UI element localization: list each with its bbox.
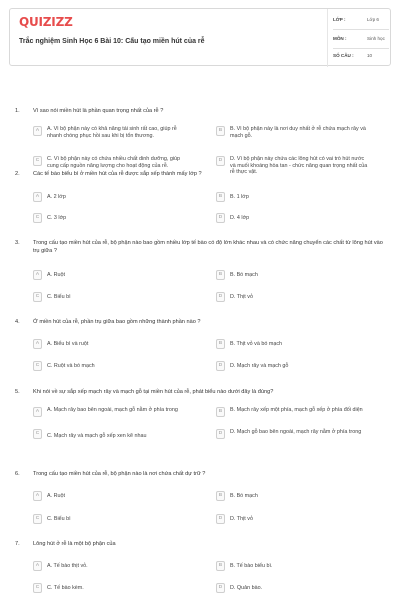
meta-grade <box>333 11 389 30</box>
option-text: A. Ruột <box>47 492 65 499</box>
meta-question-count <box>333 47 389 66</box>
option-text: B. Tế bào biểu bì. <box>230 562 273 569</box>
option-letter-badge: C <box>33 361 42 371</box>
option-letter-badge: D <box>216 429 225 439</box>
question-text: Khi nói về sự sắp xếp mạch rây và mạch gỗ tại miền hút của rễ, phát biểu nào dưới đây là đúng? <box>33 389 274 395</box>
question-text: Vì sao nói miền hút là phần quan trọng nhất của rễ ? <box>33 108 164 114</box>
meta-key: LỚP : <box>333 17 346 22</box>
meta-value: Lớp 6 <box>367 17 379 22</box>
option-letter-badge: A <box>33 270 42 280</box>
option-letter-badge: D <box>216 583 225 593</box>
option-text: D. Thịt vỏ <box>230 515 253 522</box>
question-text: Các tế bào biểu bì ở miền hút của rễ được sắp xếp thành mấy lớp ? <box>33 171 202 177</box>
quizizz-logo: QUIZIZZ <box>19 15 73 29</box>
option-text: D. 4 lớp <box>230 214 250 221</box>
option-text: D. Mạch rây và mạch gỗ <box>230 362 289 369</box>
option-letter-badge: B <box>216 339 225 349</box>
option-letter-badge: C <box>33 514 42 524</box>
option-letter-badge: A <box>33 192 42 202</box>
question-text: Trong cấu tạo miền hút của rễ, bộ phận nào là nơi chứa chất dự trữ ? <box>33 471 206 477</box>
option-letter-badge: C <box>33 429 42 439</box>
option-text: A. Vì bộ phận này có khả năng tái sinh rất cao, giúp rễ nhanh chóng phục hồi sau khi bị tổn thương. <box>47 126 177 139</box>
question-number: 2. <box>15 171 20 177</box>
option-letter-badge: B <box>216 407 225 417</box>
worksheet-header <box>9 8 391 66</box>
option-letter-badge: D <box>216 361 225 371</box>
option-text: D. Quản bào. <box>230 584 263 591</box>
meta-value: 10 <box>367 53 373 58</box>
option-text: C. Vì bộ phận này có chứa nhiều chất dinh dưỡng, giúp cung cấp nguồn năng lượng cho hoạt động của rễ. <box>47 156 181 169</box>
option-text: C. Tế bào kèm. <box>47 584 84 591</box>
option-text: A. Tế bào thịt vỏ. <box>47 562 88 569</box>
option-text: B. Bó mạch <box>230 271 258 278</box>
question-number: 3. <box>15 240 20 246</box>
header-divider <box>327 9 328 67</box>
meta-value: Sinh học <box>367 36 385 41</box>
option-letter-badge: B <box>216 270 225 280</box>
question-number: 6. <box>15 471 20 477</box>
option-letter-badge: A <box>33 339 42 349</box>
option-text: D. Vì bộ phận này chứa các lông hút có vai trò hút nước và muối khoáng hòa tan - chức năng quan trọng nhất của rễ thực vật. <box>230 156 368 176</box>
option-text: C. Ruột và bó mạch <box>47 362 95 369</box>
question-number: 5. <box>15 389 20 395</box>
option-letter-badge: A <box>33 126 42 136</box>
meta-key: MÔN : <box>333 36 347 41</box>
option-letter-badge: D <box>216 292 225 302</box>
question-number: 7. <box>15 541 20 547</box>
option-letter-badge: B <box>216 126 225 136</box>
option-text: B. Bó mạch <box>230 492 258 499</box>
option-letter-badge: D <box>216 156 225 166</box>
option-text: C. Mạch rây và mạch gỗ xếp xen kẽ nhau <box>47 433 147 439</box>
question-number: 1. <box>15 108 20 114</box>
option-letter-badge: B <box>216 491 225 501</box>
meta-key: SỐ CÂU : <box>333 53 354 58</box>
option-text: B. Thịt vỏ và bó mạch <box>230 340 283 347</box>
option-letter-badge: C <box>33 292 42 302</box>
option-text: C. Biểu bì <box>47 293 71 300</box>
question-text: Trong cấu tạo miền hút của rễ, bộ phận nào bao gồm nhiều lớp tế bào có độ lớn khác nhau và có chức năng chuyển các chất từ lông hút vào trụ giữa ? <box>33 240 383 254</box>
option-letter-badge: A <box>33 561 42 571</box>
option-text: C. Biểu bì <box>47 515 71 522</box>
option-text: B. 1 lớp <box>230 193 249 200</box>
worksheet-title: Trắc nghiệm Sinh Học 6 Bài 10: Cấu tạo miền hút của rễ <box>19 38 205 45</box>
option-letter-badge: C <box>33 583 42 593</box>
question-number: 4. <box>15 319 20 325</box>
option-text: C. 3 lớp <box>47 214 67 221</box>
option-letter-badge: B <box>216 192 225 202</box>
option-letter-badge: B <box>216 561 225 571</box>
option-text: B. Vì bộ phận này là nơi duy nhất ở rễ chứa mạch rây và mạch gỗ. <box>230 126 366 139</box>
question-text: Lông hút ở rễ là một bộ phận của <box>33 541 116 547</box>
option-letter-badge: A <box>33 491 42 501</box>
option-letter-badge: D <box>216 514 225 524</box>
option-text: A. Ruột <box>47 271 65 278</box>
option-letter-badge: C <box>33 156 42 166</box>
option-letter-badge: A <box>33 407 42 417</box>
option-text: A. 2 lớp <box>47 193 66 200</box>
option-text: D. Thịt vỏ <box>230 293 253 300</box>
question-text: Ở miền hút của rễ, phần trụ giữa bao gồm những thành phần nào ? <box>33 319 201 325</box>
option-letter-badge: D <box>216 213 225 223</box>
option-text: D. Mạch gỗ bao bên ngoài, mạch rây nằm ở phía trong <box>230 429 362 435</box>
option-text: A. Mạch rây bao bên ngoài, mạch gỗ nằm ở phía trong <box>47 407 178 413</box>
option-text: A. Biểu bì và ruột <box>47 340 89 347</box>
option-text: B. Mạch rây xếp một phía, mạch gỗ xếp ở phía đối diện <box>230 407 363 413</box>
option-letter-badge: C <box>33 213 42 223</box>
